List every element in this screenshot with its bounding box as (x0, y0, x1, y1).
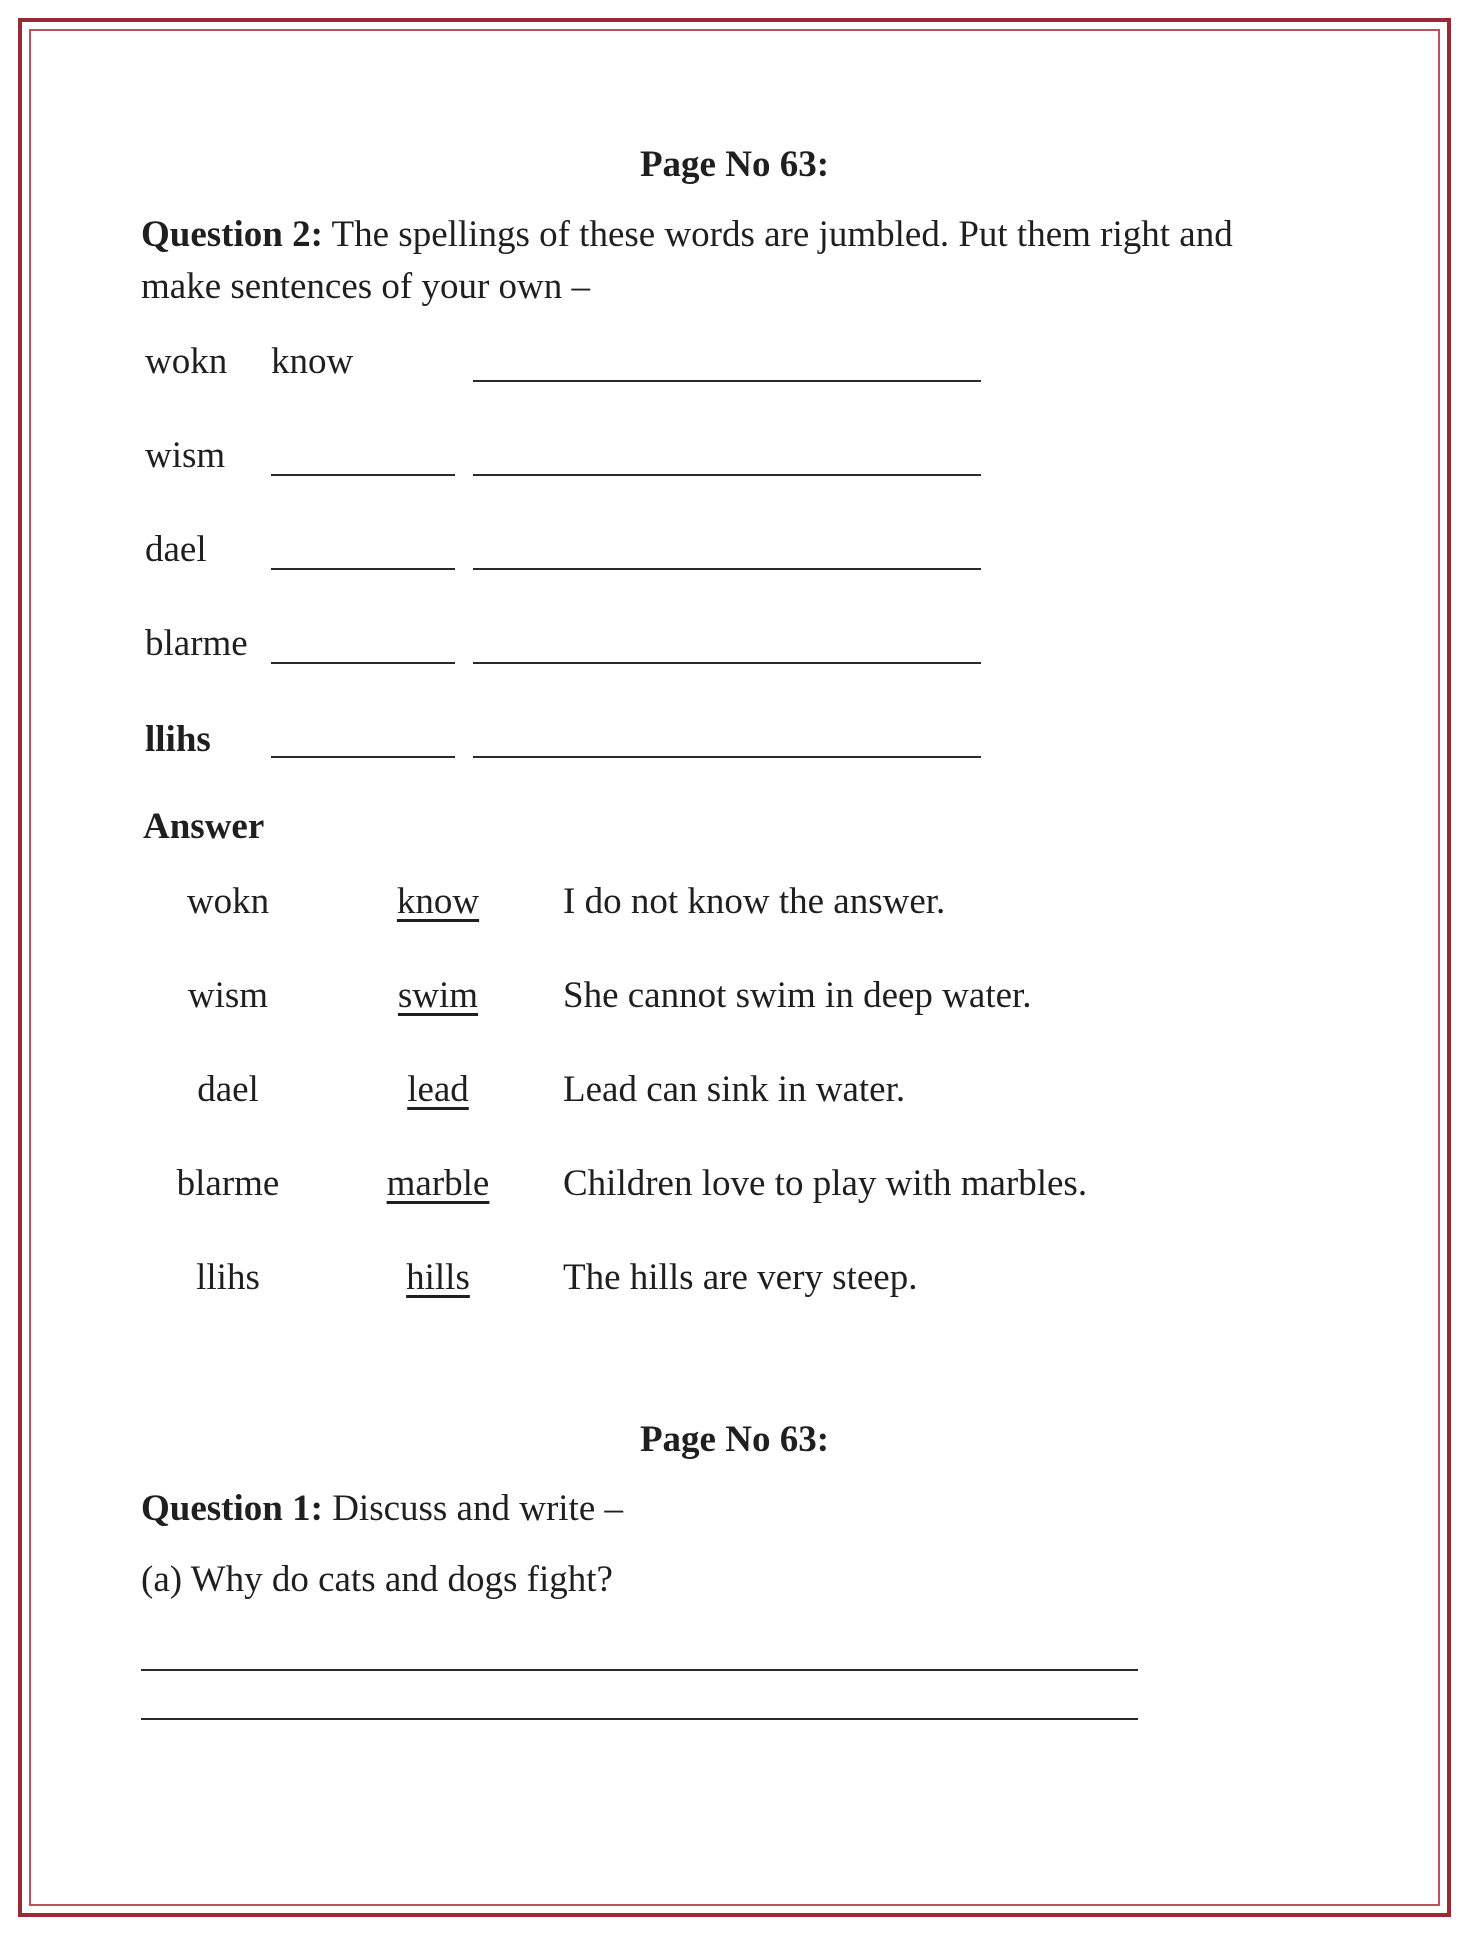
sentence-blank[interactable] (473, 474, 981, 476)
answer-sentence: Lead can sink in water. (563, 1069, 906, 1110)
answer-correct-word: hills (406, 1257, 470, 1298)
answer-heading: Answer (143, 806, 265, 847)
word-blank[interactable] (271, 662, 455, 664)
sentence-blank[interactable] (473, 662, 981, 664)
question-1-label: Question 1: (141, 1488, 323, 1529)
answer-line[interactable] (141, 1669, 1138, 1671)
word-blank[interactable] (271, 474, 455, 476)
exercise-jumbled-word: wokn (145, 341, 228, 382)
exercise-example-word: know (271, 341, 354, 382)
question-2-label: Question 2: (141, 214, 323, 255)
question-1-line (141, 1487, 623, 1530)
page-heading: Page No 63: (639, 1419, 830, 1460)
answer-sentence: She cannot swim in deep water. (563, 975, 1032, 1016)
page-heading: Page No 63: (639, 144, 830, 185)
answer-jumbled: llihs (196, 1257, 260, 1298)
answer-sentence: I do not know the answer. (563, 881, 946, 922)
exercise-jumbled-word: dael (145, 529, 207, 570)
answer-jumbled: wokn (186, 881, 270, 922)
exercise-jumbled-word: blarme (145, 623, 248, 664)
question-2-line-2: make sentences of your own – (141, 266, 591, 307)
question-2-line-1 (141, 213, 1233, 256)
question-1-sub-a: (a) Why do cats and dogs fight? (141, 1559, 613, 1600)
answer-sentence: The hills are very steep. (563, 1257, 918, 1298)
answer-jumbled: dael (197, 1069, 259, 1110)
answer-jumbled: wism (187, 975, 269, 1016)
answer-correct-word: know (396, 881, 480, 922)
word-blank[interactable] (271, 568, 455, 570)
sentence-blank[interactable] (473, 380, 981, 382)
sentence-blank[interactable] (473, 756, 981, 758)
answer-correct-word: swim (397, 975, 479, 1016)
exercise-jumbled-word: wism (145, 435, 226, 476)
answer-line[interactable] (141, 1718, 1138, 1720)
exercise-jumbled-word: llihs (145, 719, 211, 760)
answer-correct-word: marble (386, 1163, 490, 1204)
word-blank[interactable] (271, 756, 455, 758)
answer-sentence: Children love to play with marbles. (563, 1163, 1088, 1204)
question-2-text: The spellings of these words are jumbled. Put them right and (322, 214, 1233, 255)
sentence-blank[interactable] (473, 568, 981, 570)
answer-correct-word: lead (407, 1069, 469, 1110)
page-border-inner (29, 29, 1440, 1906)
answer-jumbled: blarme (176, 1163, 280, 1204)
question-1-text: Discuss and write – (322, 1488, 624, 1529)
